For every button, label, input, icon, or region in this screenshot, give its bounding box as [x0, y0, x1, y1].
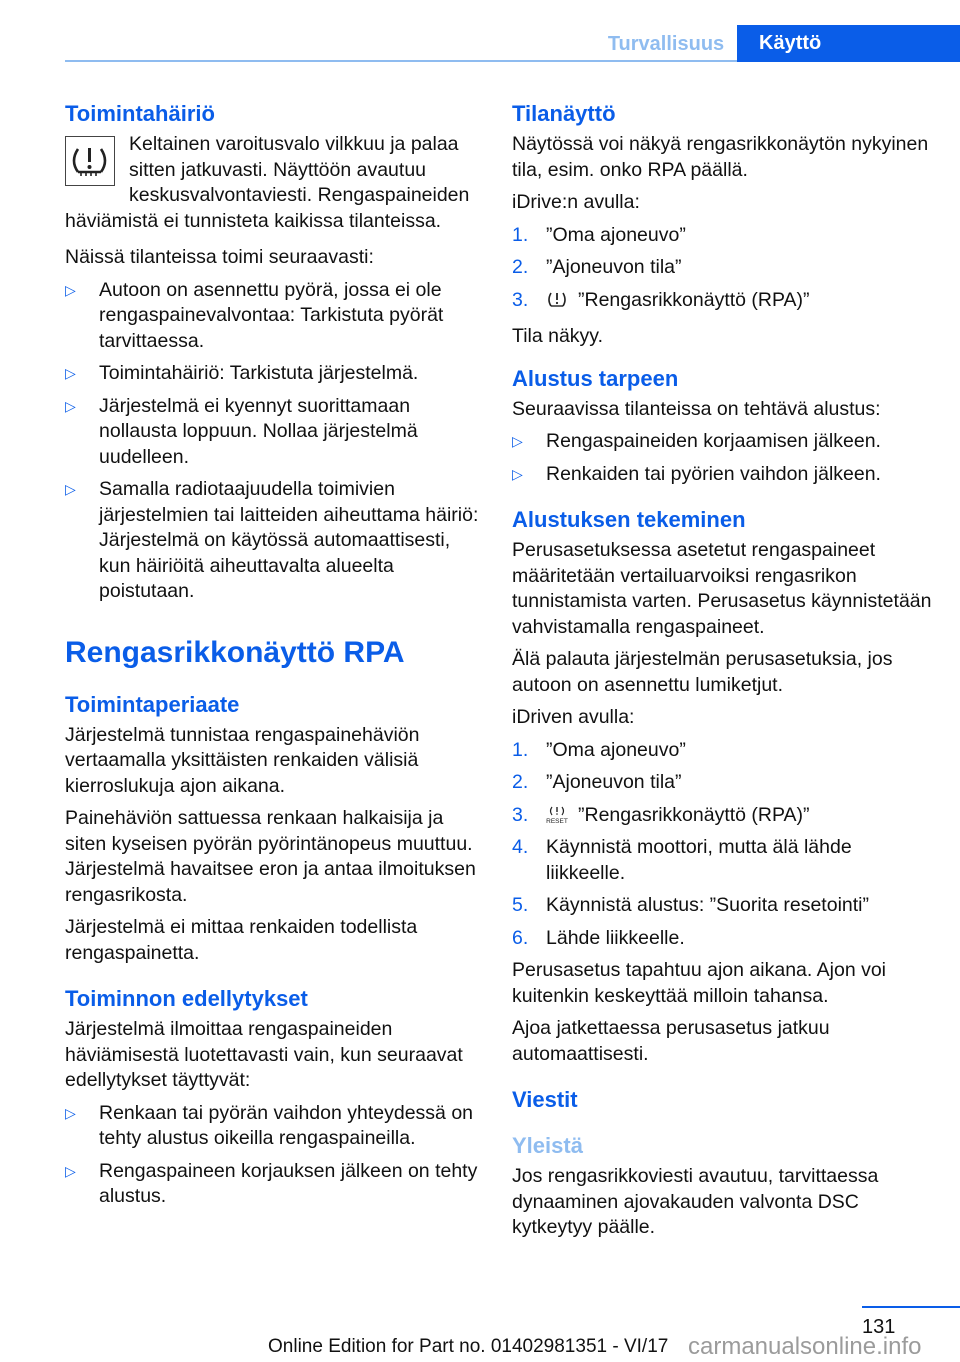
malfunction-intro: Keltainen varoitusvalo vilkkuu ja palaa sitten jatkuvasti. Näyttöön avautuu keskusvalvontaviesti. Rengaspaineiden häviämistä ei tunnisteta kaikissa tilanteissa. [65, 133, 470, 232]
heading-init-needed: Alustus tarpeen [512, 365, 679, 391]
init-doing-lead: iDriven avulla: [512, 706, 635, 728]
heading-status: Tilanäyttö [512, 101, 616, 126]
watermark: carmanualsonline.info [688, 1333, 922, 1360]
messages-paragraph: Jos rengasrikkoviesti avautuu, tarvittaessa dynaaminen ajovakauden valvonta DSC kytkeytyy päälle. [512, 1165, 879, 1238]
triangle-bullet-icon: ▷ [65, 281, 76, 298]
list-item: 2. ”Ajoneuvon tila” [512, 256, 682, 278]
triangle-bullet-icon: ▷ [65, 481, 76, 497]
status-lead: iDrive:n avulla: [512, 191, 640, 213]
triangle-bullet-icon: ▷ [65, 1162, 76, 1179]
malfunction-intro-block [65, 132, 485, 234]
svg-text:RESET: RESET [546, 817, 568, 825]
heading-init-doing: Alustuksen tekeminen [512, 507, 746, 532]
list-item: 3. RESET ”Rengasrikkonäyttö (RPA)” [512, 803, 810, 826]
principle-paragraph: Painehäviön sattuessa renkaan halkaisija ja siten kyseisen pyörän pyörintänopeus muuttuu. Järjestelmä havaitsee eron ja antaa ilmoituksen rengasrikosta. [65, 807, 476, 906]
list-item: ▷ Renkaan tai pyörän vaihdon yhteydessä on tehty alustus oikeilla rengaspaineilla. [65, 1101, 474, 1149]
status-intro: Näytössä voi näkyä rengasrikkonäytön nykyinen tila, esim. onko RPA päällä. [512, 133, 929, 181]
conditions-intro: Järjestelmä ilmoittaa rengaspaineiden häviämisestä luotettavasti vain, kun seuraavat edellytykset täyttyvät: [65, 1018, 463, 1091]
list-item: 5. Käynnistä alustus: ”Suorita resetointi” [512, 894, 869, 916]
conditions-bullet-list [65, 1101, 485, 1210]
page-number: 131 [862, 1316, 896, 1338]
tire-pressure-warning-icon [65, 136, 115, 186]
tire-warning-icon [546, 290, 568, 318]
init-doing-paragraph: Perusasetuksessa asetetut rengaspaineet määritetään vertailuarvoiksi rengasrikon tunnistamista varten. Perusasetus käynnistetään vahvistamalla rengaspaineet. [512, 539, 932, 638]
list-item: ▷ Toimintahäiriö: Tarkistuta järjestelmä. [65, 361, 485, 387]
principle-paragraph: Järjestelmä ei mittaa renkaiden todellista rengaspainetta. [65, 916, 418, 964]
list-item: 2. ”Ajoneuvon tila” [512, 771, 682, 793]
right-column [512, 100, 932, 1248]
left-column [65, 100, 485, 1217]
init-doing-steps [512, 738, 932, 952]
init-needed-intro: Seuraavissa tilanteissa on tehtävä alustus: [512, 397, 881, 420]
init-needed-bullet-list [512, 429, 932, 487]
malfunction-bullet-list [65, 278, 485, 605]
malfunction-lead: Näissä tilanteissa toimi seuraavasti: [65, 246, 374, 268]
list-item: ▷ Autoon on asennettu pyörä, jossa ei ole rengaspainevalvontaa: Tarkistuta pyörät tarvittaessa. [65, 278, 444, 352]
heading-conditions: Toiminnon edellytykset [65, 986, 308, 1011]
edition-text: Online Edition for Part no. 01402981351 - VI/17 [268, 1336, 669, 1357]
principle-paragraph: Järjestelmä tunnistaa rengaspainehäviön vertaamalla yksittäisten renkaiden välisiä kierroslukuja ajon aikana. [65, 723, 420, 797]
section-title: Rengasrikkonäyttö RPA [65, 635, 405, 669]
heading-principle: Toimintaperiaate [65, 691, 240, 717]
init-doing-paragraph: Älä palauta järjestelmän perusasetuksia, jos autoon on asennettu lumiketjut. [512, 648, 893, 696]
init-doing-after: Perusasetus tapahtuu ajon aikana. Ajon voi kuitenkin keskeyttää milloin tahansa. [512, 959, 887, 1007]
triangle-bullet-icon: ▷ [512, 433, 523, 449]
tab-turvallisuus[interactable]: Turvallisuus [607, 33, 725, 55]
triangle-bullet-icon: ▷ [512, 465, 523, 482]
status-result: Tila näkyy. [512, 325, 604, 347]
triangle-bullet-icon: ▷ [65, 397, 76, 414]
list-item: 1. ”Oma ajoneuvo” [512, 223, 686, 246]
triangle-bullet-icon: ▷ [65, 1104, 76, 1121]
heading-general: Yleistä [512, 1133, 583, 1158]
list-item: ▷ Samalla radiotaajuudella toimivien järjestelmien tai laitteiden aiheuttama häiriö: Järjestelmä on käytössä automaattisesti, kun häiriöitä aiheuttavalta alueelta poistutaan. [65, 478, 479, 602]
heading-messages: Viestit [512, 1087, 578, 1112]
list-item: ▷ Rengaspaineen korjauksen jälkeen on tehty alustus. [65, 1159, 478, 1207]
list-item: ▷ Rengaspaineiden korjaamisen jälkeen. [512, 429, 932, 455]
footer-divider [862, 1306, 960, 1308]
list-item: ▷ Renkaiden tai pyörien vaihdon jälkeen. [512, 462, 932, 488]
init-doing-after: Ajoa jatkettaessa perusasetus jatkuu automaattisesti. [512, 1017, 830, 1065]
list-item: ▷ Järjestelmä ei kyennyt suorittamaan nollausta loppuun. Nollaa järjestelmä uudelleen. [65, 394, 418, 468]
tab-kaytto[interactable]: Käyttö [737, 25, 960, 62]
list-item: 3. ”Rengasrikkonäyttö (RPA)” [512, 288, 932, 318]
list-item: 4. Käynnistä moottori, mutta älä lähde liikkeelle. [512, 836, 852, 884]
status-steps [512, 223, 932, 318]
heading-malfunction: Toimintahäiriö [65, 101, 215, 126]
tire-reset-icon [546, 805, 568, 825]
list-item: 6. Lähde liikkeelle. [512, 926, 685, 949]
triangle-bullet-icon: ▷ [65, 365, 76, 381]
list-item: 1. ”Oma ajoneuvo” [512, 738, 686, 761]
